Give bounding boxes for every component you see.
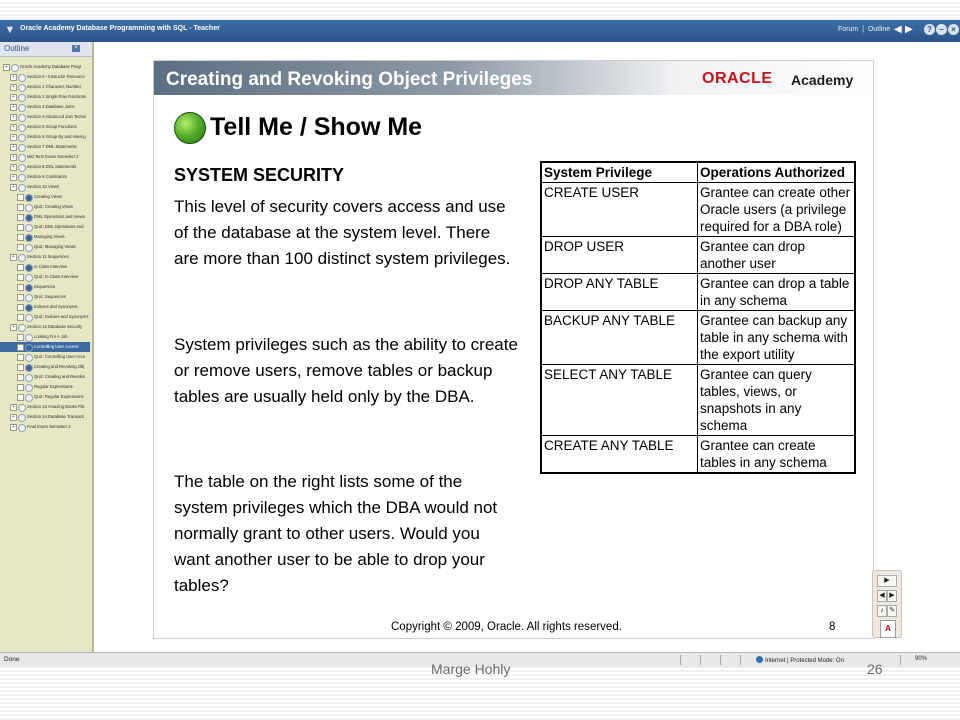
expand-toggle-icon[interactable]: + (10, 74, 17, 81)
outline-item[interactable] (0, 402, 90, 412)
expand-toggle-icon[interactable]: + (10, 114, 17, 121)
outline-item-label: Section 10 Views (27, 184, 60, 189)
privilege-cell: DROP ANY TABLE (541, 274, 698, 311)
operation-cell: Grantee can drop a table in any schema (698, 274, 856, 311)
outline-item[interactable] (0, 72, 90, 82)
outline-item-label: Section 9 Constraints (27, 174, 67, 179)
outline-title: Outline (4, 44, 30, 53)
status-divider (900, 655, 901, 665)
bullet-icon (18, 114, 26, 122)
forum-link[interactable]: Forum (838, 26, 859, 33)
outline-item-label: Quiz: Creating and Revokin (34, 374, 86, 379)
bullet-icon (25, 334, 33, 342)
status-divider (740, 655, 741, 665)
bullet-icon (18, 124, 26, 132)
app-logo-icon: ▼ (4, 24, 16, 36)
outline-item[interactable] (0, 162, 90, 172)
outline-list (0, 62, 90, 432)
outline-item-label: Section 5 Group Functions (27, 124, 77, 129)
expand-toggle-icon[interactable]: + (10, 184, 17, 191)
outline-item[interactable] (0, 222, 90, 232)
bullet-icon (18, 164, 26, 172)
outline-item[interactable] (0, 422, 90, 432)
play-icon[interactable]: ▶ (877, 575, 897, 587)
outline-item-label: Section 8 DDL Statements (27, 164, 77, 169)
slide-number: 8 (829, 621, 836, 633)
bullet-icon (25, 244, 33, 252)
outline-item-label: Managing Views (34, 234, 65, 239)
presenter-name: Marge Hohly (431, 661, 511, 677)
table-row (541, 436, 855, 474)
outline-item[interactable] (0, 392, 90, 402)
outline-item-label: Quiz: DML Operations and (34, 224, 84, 229)
bullet-icon (25, 294, 33, 302)
bullet-icon (18, 324, 26, 332)
operation-cell: Grantee can drop another user (698, 237, 856, 274)
audio-icon[interactable]: ♪ (877, 605, 887, 617)
paragraph-2: System privileges such as the ability to create or remove users, remove tables or backup tables are usually held only by the DBA. (174, 335, 518, 406)
outline-item-label: Quiz: Indexes and Synonyms (34, 314, 89, 319)
table-row (541, 183, 855, 237)
bullet-icon (25, 234, 33, 242)
bullet-icon (18, 134, 26, 142)
outline-item-label: Final Exam Semester 2 (27, 424, 71, 429)
bullet-icon (18, 74, 26, 82)
expand-toggle-icon[interactable] (17, 374, 24, 381)
bullet-icon (18, 104, 26, 112)
section-heading: SYSTEM SECURITY (174, 165, 345, 185)
security-zone-text: Internet | Protected Mode: On (765, 658, 844, 664)
bullet-icon (25, 354, 33, 362)
bullet-icon (18, 174, 26, 182)
page-number: 26 (867, 661, 883, 677)
apple-icon (174, 112, 206, 144)
expand-toggle-icon[interactable]: + (10, 174, 17, 181)
bullet-icon (25, 364, 33, 372)
bullet-icon (25, 274, 33, 282)
outline-item-label: Section 6 Group By and Having (27, 134, 86, 139)
bullet-icon (18, 254, 26, 262)
expand-toggle-icon[interactable] (17, 334, 24, 341)
outline-item-label: Section 11 Sequences (27, 254, 69, 259)
expand-toggle-icon[interactable] (17, 214, 24, 221)
expand-toggle-icon[interactable]: + (3, 64, 10, 71)
outline-item[interactable] (0, 282, 90, 292)
slide-header (154, 61, 873, 95)
column-header-operations: Operations Authorized (698, 162, 856, 183)
expand-toggle-icon[interactable]: + (10, 84, 17, 91)
operation-cell: Grantee can create tables in any schema (698, 436, 856, 474)
privilege-cell: SELECT ANY TABLE (541, 365, 698, 436)
privileges-table (540, 161, 856, 474)
expand-toggle-icon[interactable]: + (10, 324, 17, 331)
expand-toggle-icon[interactable] (17, 284, 24, 291)
outline-item[interactable] (0, 242, 90, 252)
slide (153, 60, 874, 639)
arrow-left-icon[interactable]: ◀ (894, 24, 902, 35)
operation-cell: Grantee can backup any table in any schema with the export utility (698, 311, 856, 365)
outline-item[interactable] (0, 172, 90, 182)
outline-item[interactable] (0, 102, 90, 112)
outline-item-label: Section 2 Single Row Functions (27, 94, 87, 99)
bullet-icon (11, 64, 19, 72)
oracle-logo: ORACLE (702, 70, 773, 87)
outline-item-label: Quiz: Creating Views (34, 204, 74, 209)
bullet-icon (25, 284, 33, 292)
outline-item[interactable] (0, 272, 90, 282)
outline-item-label: Quiz: In Class Interview (34, 274, 78, 279)
expand-toggle-icon[interactable] (17, 274, 24, 281)
expand-toggle-icon[interactable]: + (10, 104, 17, 111)
bullet-icon (18, 94, 26, 102)
help-icon[interactable]: ? (924, 24, 935, 35)
outline-header (0, 42, 92, 57)
outline-item-label: Section 12 Database Security (27, 324, 83, 329)
outline-item-label: In Class Interview (34, 264, 68, 269)
security-zone (756, 656, 844, 664)
expand-toggle-icon[interactable] (17, 194, 24, 201)
outline-item[interactable] (0, 92, 90, 102)
outline-item[interactable] (0, 82, 90, 92)
outline-item[interactable] (0, 182, 90, 192)
outline-item[interactable] (0, 302, 90, 312)
outline-item[interactable] (0, 192, 90, 202)
title-bar (0, 20, 960, 42)
bullet-icon (25, 194, 33, 202)
bullet-icon (25, 264, 33, 272)
top-links (838, 26, 892, 33)
bullet-icon (25, 224, 33, 232)
arrow-right-icon[interactable]: ▶ (905, 24, 913, 35)
outline-item[interactable] (0, 212, 90, 222)
outline-sidebar (0, 42, 94, 652)
expand-toggle-icon[interactable] (17, 294, 24, 301)
outline-item-label: Section 14 Database Transacti (27, 414, 85, 419)
bullet-icon (18, 414, 26, 422)
outline-item[interactable] (0, 132, 90, 142)
expand-toggle-icon[interactable] (17, 304, 24, 311)
column-header-privilege: System Privilege (541, 162, 698, 183)
outline-item-label: Looking For A Job (34, 334, 68, 339)
expand-toggle-icon[interactable]: + (10, 154, 17, 161)
outline-item[interactable] (0, 152, 90, 162)
outline-item-label: Quiz: Controlling User Acce (34, 354, 86, 359)
outline-item-label: Section 0 - Instructor Resource (27, 74, 85, 79)
globe-icon (756, 656, 763, 663)
expand-toggle-icon[interactable] (17, 244, 24, 251)
close-icon[interactable]: × (948, 24, 959, 35)
bullet-icon (18, 424, 26, 432)
bullet-icon (18, 184, 26, 192)
status-divider (680, 655, 681, 665)
expand-toggle-icon[interactable]: + (10, 254, 17, 261)
outline-item[interactable] (0, 342, 90, 352)
outline-item[interactable] (0, 232, 90, 242)
pen-icon[interactable]: ✎ (887, 605, 897, 617)
outline-item-label: Sequences (34, 284, 55, 289)
outline-item-label: Quiz: Regular Expressions (34, 394, 84, 399)
expand-toggle-icon[interactable] (17, 204, 24, 211)
status-divider (720, 655, 721, 665)
expand-toggle-icon[interactable] (17, 364, 24, 371)
expand-toggle-icon[interactable]: + (10, 404, 17, 411)
outline-item-label: Section 13 Amazing Books File (27, 404, 85, 409)
outline-item-label: Creating and Revoking Obj (34, 364, 85, 369)
outline-item-label: Creating Views (34, 194, 63, 199)
bullet-icon (25, 214, 33, 222)
bullet-icon (25, 394, 33, 402)
expand-toggle-icon[interactable] (17, 354, 24, 361)
prev-slide-icon[interactable]: ◀ (877, 590, 887, 602)
expand-toggle-icon[interactable]: + (10, 124, 17, 131)
outline-item-label: Section 7 DML Statements (27, 144, 77, 149)
bullet-icon (25, 344, 33, 352)
academy-logo-text: Academy (791, 72, 854, 88)
expand-toggle-icon[interactable]: + (10, 414, 17, 421)
bullet-icon (18, 154, 26, 162)
operation-cell: Grantee can query tables, views, or snapshots in any schema (698, 365, 856, 436)
outline-item-label: Section 1 Character, Number, (27, 84, 82, 89)
expand-toggle-icon[interactable] (17, 314, 24, 321)
table-row (541, 274, 855, 311)
slide-title: Creating and Revoking Object Privileges (166, 69, 533, 90)
outline-item[interactable] (0, 352, 90, 362)
outline-item[interactable] (0, 322, 90, 332)
copyright-text: Copyright © 2009, Oracle. All rights reserved. (391, 621, 622, 633)
outline-item-label: Regular Expressions (34, 384, 73, 389)
tell-me-show-me-title: Tell Me / Show Me (210, 113, 423, 141)
app-title: Oracle Academy Database Programming with SQL - Teacher (20, 25, 220, 32)
outline-item-label: Indexes and Synonyms (34, 304, 78, 309)
outline-item-label: Controlling User Access (34, 344, 79, 349)
outline-link[interactable]: Outline (867, 26, 891, 33)
minimize-icon[interactable]: – (936, 24, 947, 35)
outline-item[interactable] (0, 252, 90, 262)
link-separator: | (862, 26, 865, 33)
bullet-icon (25, 384, 33, 392)
outline-item[interactable] (0, 122, 90, 132)
expand-toggle-icon[interactable]: + (10, 134, 17, 141)
outline-item[interactable] (0, 332, 90, 342)
table-row (541, 311, 855, 365)
table-header-row (541, 162, 855, 183)
outline-item-label: Oracle Academy Database Progr (20, 64, 82, 69)
bullet-icon (18, 144, 26, 152)
outline-item[interactable] (0, 412, 90, 422)
outline-item[interactable] (0, 382, 90, 392)
privilege-cell: CREATE USER (541, 183, 698, 237)
outline-item[interactable] (0, 262, 90, 272)
bullet-icon (18, 84, 26, 92)
adobe-icon[interactable]: A (880, 620, 896, 638)
outline-item-label: Quiz: Sequences (34, 294, 66, 299)
bullet-icon (25, 204, 33, 212)
expand-toggle-icon[interactable]: + (10, 164, 17, 171)
outline-close-icon[interactable]: × (72, 45, 80, 52)
expand-toggle-icon[interactable] (17, 384, 24, 391)
outline-item[interactable] (0, 362, 90, 372)
zoom-level[interactable]: 90% (915, 656, 928, 662)
bullet-icon (25, 374, 33, 382)
bullet-icon (25, 314, 33, 322)
status-divider (700, 655, 701, 665)
status-text: Done (4, 656, 20, 663)
outline-item-label: Section 3 Database Joins (27, 104, 75, 109)
expand-toggle-icon[interactable]: + (10, 424, 17, 431)
outline-item[interactable] (0, 62, 90, 72)
expand-toggle-icon[interactable] (17, 224, 24, 231)
next-slide-icon[interactable]: ▶ (887, 590, 897, 602)
expand-toggle-icon[interactable]: + (10, 94, 17, 101)
outline-item[interactable] (0, 142, 90, 152)
outline-item[interactable] (0, 202, 90, 212)
expand-toggle-icon[interactable]: + (10, 144, 17, 151)
outline-item[interactable] (0, 112, 90, 122)
paragraph-1: This level of security covers access and use of the database at the system level. There are more than 100 distinct system privileges. (174, 197, 511, 268)
outline-item-label: Quiz: Managing Views (34, 244, 76, 249)
privilege-cell: BACKUP ANY TABLE (541, 311, 698, 365)
outline-item-label: Mid Term Exam Semester 2 (27, 154, 79, 159)
privilege-cell: DROP USER (541, 237, 698, 274)
outline-item[interactable] (0, 312, 90, 322)
table-row (541, 237, 855, 274)
operation-cell: Grantee can create other Oracle users (a privilege required for a DBA role) (698, 183, 856, 237)
bullet-icon (25, 304, 33, 312)
outline-item-label: Section 4 Advanced Join Techni (27, 114, 87, 119)
expand-toggle-icon[interactable] (17, 344, 24, 351)
bullet-icon (18, 404, 26, 412)
outline-item[interactable] (0, 372, 90, 382)
privilege-cell: CREATE ANY TABLE (541, 436, 698, 474)
table-row (541, 365, 855, 436)
outline-item[interactable] (0, 292, 90, 302)
expand-toggle-icon[interactable] (17, 234, 24, 241)
paragraph-3: The table on the right lists some of the system privileges which the DBA would not normally grant to other users. Would you want another user to be able to drop your tables? (174, 472, 498, 595)
expand-toggle-icon[interactable] (17, 394, 24, 401)
expand-toggle-icon[interactable] (17, 264, 24, 271)
outline-item-label: DML Operations and Views (34, 214, 85, 219)
